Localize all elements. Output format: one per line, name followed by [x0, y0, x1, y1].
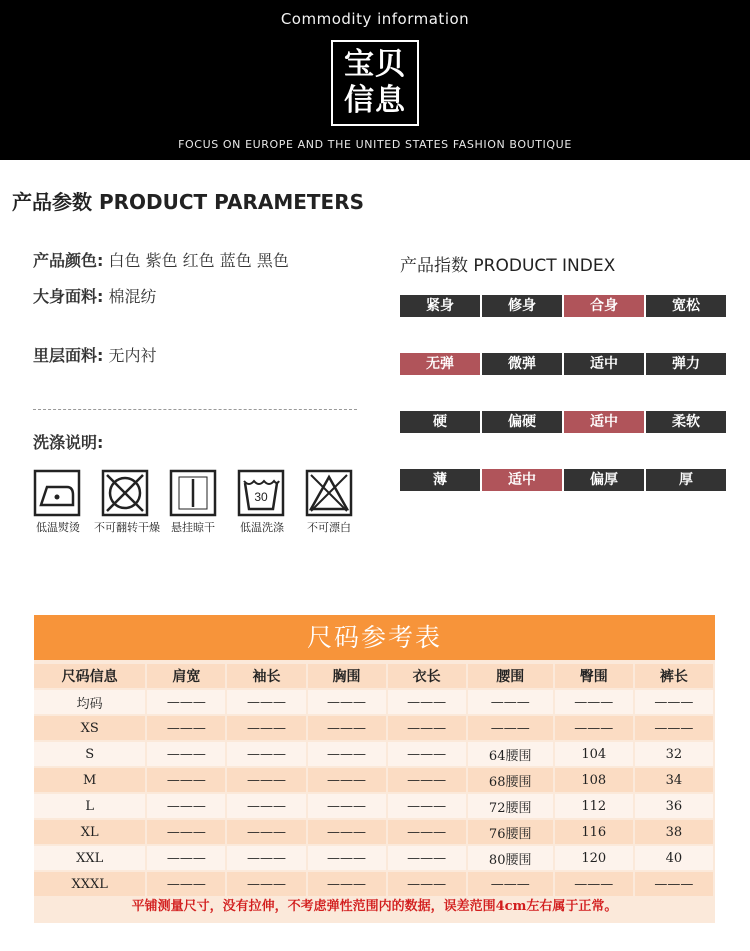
index-cell: 柔软 [646, 411, 726, 433]
index-cell: 厚 [646, 469, 726, 491]
size-col-header: 袖长 [227, 664, 307, 688]
index-cell: 修身 [482, 295, 562, 317]
table-cell: 80腰围 [468, 846, 555, 870]
table-cell: S [34, 742, 147, 766]
index-cell: 偏厚 [564, 469, 644, 491]
table-cell: ——— [227, 846, 307, 870]
index-cell: 微弹 [482, 353, 562, 375]
table-cell: 38 [635, 820, 715, 844]
index-row-softness [400, 411, 726, 433]
table-cell: ——— [308, 690, 388, 714]
table-cell: ——— [227, 742, 307, 766]
table-cell: ——— [388, 820, 468, 844]
banner-tagline: FOCUS ON EUROPE AND THE UNITED STATES FASHION BOUTIQUE [178, 138, 572, 151]
table-cell: ——— [468, 872, 555, 896]
table-cell: L [34, 794, 147, 818]
param-fabric-value: 棉混纺 [103, 287, 157, 306]
table-cell: ——— [147, 742, 227, 766]
table-cell: 108 [555, 768, 635, 792]
header-banner [0, 0, 750, 160]
size-col-header: 肩宽 [147, 664, 227, 688]
table-cell: ——— [227, 768, 307, 792]
table-row [34, 716, 715, 740]
size-col-header: 裤长 [635, 664, 715, 688]
table-cell: ——— [555, 872, 635, 896]
table-cell: ——— [147, 690, 227, 714]
table-cell: ——— [147, 716, 227, 740]
index-row-stretch [400, 353, 726, 375]
index-cell: 薄 [400, 469, 480, 491]
index-cell: 宽松 [646, 295, 726, 317]
table-cell: ——— [388, 716, 468, 740]
param-colors-value: 白色 紫色 红色 蓝色 黑色 [103, 251, 289, 270]
wash-label-no-tumble: 不可翻转干燥 [94, 521, 160, 534]
param-colors-key: 产品颜色: [33, 251, 104, 270]
wash-temp-number: 30 [254, 490, 268, 504]
size-col-header: 臀围 [555, 664, 635, 688]
size-chart-title: 尺码参考表 [34, 615, 715, 660]
table-cell: ——— [388, 872, 468, 896]
index-row-thickness [400, 469, 726, 491]
logo-box [331, 40, 419, 126]
table-cell: ——— [635, 716, 715, 740]
table-cell: ——— [308, 742, 388, 766]
table-cell: 104 [555, 742, 635, 766]
param-lining-value: 无内衬 [103, 346, 157, 365]
no-tumble-dry-icon [101, 469, 149, 517]
table-cell: ——— [227, 716, 307, 740]
logo-line-2: 信息 [344, 83, 406, 118]
table-cell: ——— [308, 820, 388, 844]
index-cell: 偏硬 [482, 411, 562, 433]
table-cell: ——— [308, 846, 388, 870]
table-cell: 34 [635, 768, 715, 792]
table-cell: ——— [468, 690, 555, 714]
param-lining-key: 里层面料: [33, 346, 104, 365]
table-cell: XXXL [34, 872, 147, 896]
param-colors [33, 248, 289, 271]
table-cell: ——— [308, 716, 388, 740]
table-cell: ——— [635, 872, 715, 896]
table-cell: ——— [308, 872, 388, 896]
wash-label-hang-dry: 悬挂晾干 [171, 521, 215, 534]
param-fabric-key: 大身面料: [33, 287, 104, 306]
table-cell: ——— [635, 690, 715, 714]
table-cell: 72腰围 [468, 794, 555, 818]
table-cell: ——— [227, 794, 307, 818]
size-col-header: 衣长 [388, 664, 468, 688]
table-cell: 40 [635, 846, 715, 870]
hang-dry-icon [169, 469, 217, 517]
table-cell: 120 [555, 846, 635, 870]
table-row [34, 690, 715, 714]
table-cell: 116 [555, 820, 635, 844]
table-cell: ——— [388, 794, 468, 818]
table-row [34, 742, 715, 766]
size-col-header: 胸围 [308, 664, 388, 688]
table-cell: 68腰围 [468, 768, 555, 792]
index-row-fit [400, 295, 726, 317]
wash-label-no-bleach: 不可漂白 [307, 521, 351, 534]
wash-label-iron: 低温熨烫 [36, 521, 80, 534]
table-cell: ——— [388, 690, 468, 714]
table-cell: ——— [388, 846, 468, 870]
table-row [34, 820, 715, 844]
table-row [34, 846, 715, 870]
index-cell: 适中 [564, 353, 644, 375]
table-cell: ——— [147, 820, 227, 844]
size-chart [34, 615, 715, 923]
table-cell: ——— [147, 768, 227, 792]
table-cell: ——— [227, 690, 307, 714]
table-cell: 76腰围 [468, 820, 555, 844]
section-title: 产品参数 PRODUCT PARAMETERS [12, 190, 365, 214]
table-row [34, 872, 715, 896]
size-table [34, 662, 715, 898]
size-chart-note: 平铺测量尺寸，没有拉伸，不考虑弹性范围内的数据，误差范围4cm左右属于正常。 [131, 899, 618, 914]
table-cell: ——— [555, 716, 635, 740]
table-cell: M [34, 768, 147, 792]
param-fabric [33, 284, 157, 307]
table-cell: ——— [388, 742, 468, 766]
table-cell: ——— [555, 690, 635, 714]
size-table-header-row [34, 664, 715, 688]
low-temp-iron-icon [33, 469, 81, 517]
param-lining [33, 343, 157, 366]
table-cell: XXL [34, 846, 147, 870]
size-col-header: 尺码信息 [34, 664, 147, 688]
table-cell: ——— [468, 716, 555, 740]
table-cell: ——— [308, 794, 388, 818]
product-index-title: 产品指数 PRODUCT INDEX [400, 256, 616, 276]
table-cell: ——— [227, 872, 307, 896]
table-row [34, 768, 715, 792]
index-cell: 弹力 [646, 353, 726, 375]
index-cell: 适中 [482, 469, 562, 491]
size-col-header: 腰围 [468, 664, 555, 688]
index-cell: 无弹 [400, 353, 480, 375]
table-cell: ——— [308, 768, 388, 792]
wash-title: 洗涤说明: [33, 433, 104, 452]
banner-english-title: Commodity information [280, 10, 470, 28]
index-cell: 适中 [564, 411, 644, 433]
index-cell: 硬 [400, 411, 480, 433]
table-cell: ——— [227, 820, 307, 844]
table-cell: ——— [147, 846, 227, 870]
table-cell: XL [34, 820, 147, 844]
table-cell: XS [34, 716, 147, 740]
table-row [34, 794, 715, 818]
table-cell: 112 [555, 794, 635, 818]
dotted-divider [33, 409, 357, 410]
logo-line-1: 宝贝 [344, 47, 406, 82]
table-cell: 64腰围 [468, 742, 555, 766]
wash-label-low-temp: 低温洗涤 [240, 521, 284, 534]
index-cell: 合身 [564, 295, 644, 317]
table-cell: ——— [147, 794, 227, 818]
table-cell: 36 [635, 794, 715, 818]
table-cell: 均码 [34, 690, 147, 714]
wash-30-icon [237, 469, 285, 517]
table-cell: 32 [635, 742, 715, 766]
table-cell: ——— [388, 768, 468, 792]
no-bleach-icon [305, 469, 353, 517]
table-cell: ——— [147, 872, 227, 896]
index-cell: 紧身 [400, 295, 480, 317]
